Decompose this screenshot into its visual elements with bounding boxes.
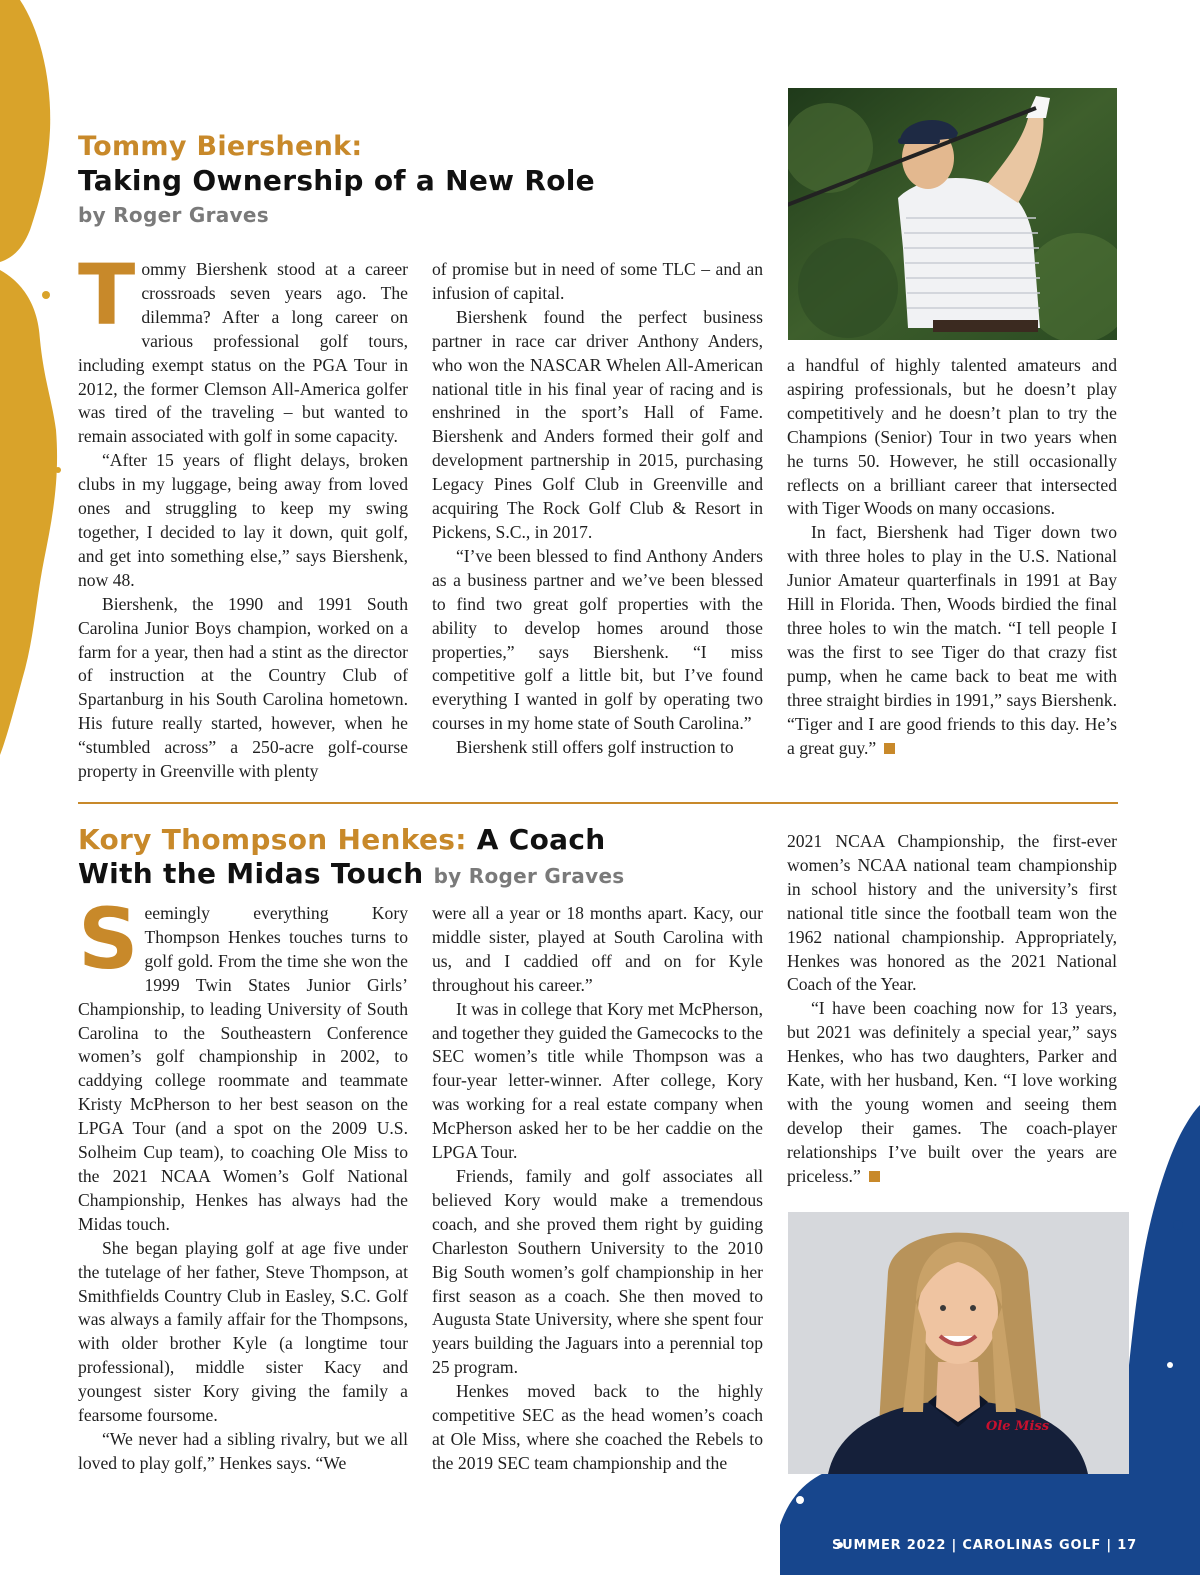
end-mark (869, 1171, 880, 1182)
article1-paragraph-7: Biershenk still offers golf instruction to (456, 737, 734, 758)
article2-paragraph-1-text: eemingly everything Kory Thompson Henkes touches turns to golf gold. From the time she won the 1999 Twin States Junior Girls’ Championship, to leading University of South Carolina to the Southeastern Conference women’s golf championship in 2002, to caddying college roommate and teammate Kristy McPherson to her best season on the LPGA Tour (and a spot on the 2009 U.S. Solheim Cup team), to coaching Ole Miss to the 2021 NCAA Women’s Golf National Championship, Henkes has always had the Midas touch. (78, 903, 408, 1234)
end-mark (884, 743, 895, 754)
article1-byline: by Roger Graves (78, 203, 269, 227)
article2-dropcap: S (78, 890, 139, 988)
article1-paragraph-9-text: In fact, Biershenk had Tiger down two with three holes to play in the U.S. National Junior Amateur quarterfinals in 1991 at Bay Hill in Florida. Then, Woods birdied the final three holes to win the match. “I tell people I was the first to see Tiger do that crazy fist pump, when he came back to beat me with three straight birdies in 1991,” says Biershenk. “Tiger and I are good friends to this day. He’s a great guy.” (787, 522, 1117, 758)
article1-column-3 (787, 354, 1117, 760)
article2-paragraph-9 (787, 997, 1117, 1188)
article2-paragraph-4: were all a year or 18 months apart. Kacy, our middle sister, played at South Carolina with us, and I caddied off and on for Kyle throughout his career.” (432, 903, 763, 995)
article2-paragraph-5: It was in college that Kory met McPherson, and together they guided the Gamecocks to the SEC women’s title while Thompson was a four-year letter-winner. After college, Kory was working for a real estate company when McPherson asked her to be her caddie on the LPGA Tour. (432, 998, 763, 1163)
article2-paragraph-3: “We never had a sibling rivalry, but we all loved to play golf,” Henkes says. “We (78, 1428, 408, 1473)
article1-paragraph-4: of promise but in need of some TLC – and an infusion of capital. (432, 259, 763, 303)
article1-title-lead: Tommy Biershenk: (78, 131, 363, 162)
article1-paragraph-5: Biershenk found the perfect business partner in race car driver Anthony Anders, who won the NASCAR Whelen All-American national title in his final year of racing and is enshrined in the sport’s Hall of Fame. Biershenk and Anders formed their golf and development partnership in 2015, purchasing Legacy Pines Golf Club in Greenville and acquiring The Rock Golf Club & Resort in Pickens, S.C., in 2017. (432, 306, 763, 542)
article1-dropcap: T (78, 246, 136, 344)
article2-title-part1: A Coach (476, 823, 606, 856)
article2-column-3 (787, 830, 1117, 1189)
article2-column-1 (78, 890, 408, 1476)
article2-paragraph-9-text: “I have been coaching now for 13 years, but 2021 was definitely a special year,” says Henkes, who has two daughters, Parker and Kate, with her husband, Ken. “I love working with the young women and seeing them develop their games. The coach-player relationships I’ve built over the years are priceless.” (787, 998, 1117, 1186)
article1-paragraph-8: a handful of highly talented amateurs and aspiring professionals, but he doesn’t play competitively and he doesn’t plan to try the Champions (Senior) Tour in two years when he turns 50. However, he still occasionally reflects on a brilliant career that intersected with Tiger Woods on many occasions. (787, 355, 1117, 519)
article2-column-2 (432, 902, 763, 1476)
article2-title-lead: Kory Thompson Henkes: (78, 823, 467, 856)
article1-paragraph-9 (787, 521, 1117, 760)
article2-paragraph-7: Henkes moved back to the highly competitive SEC as the head women’s coach at Ole Miss, where she coached the Rebels to the 2019 SEC team championship and the (432, 1381, 763, 1473)
article2-paragraph-1 (78, 890, 408, 1237)
coach-photo (788, 1212, 1129, 1474)
article1-column-1 (78, 246, 408, 784)
article2-paragraph-8: 2021 NCAA Championship, the first-ever women’s NCAA national team championship in school history and the university’s first national title since the football team won the 1962 national championship. Appropriately, Henkes was honored as the 2021 National Coach of the Year. (787, 831, 1117, 995)
article1-header (78, 130, 595, 232)
article1-paragraph-2: “After 15 years of flight delays, broken clubs in my luggage, being away from loved ones and struggling to keep my swing together, I decided to lay it down, quit golf, and get into something else,” says Biershenk, now 48. (78, 450, 408, 590)
gold-paint-splash (0, 0, 70, 760)
article1-paragraph-6: “I’ve been blessed to find Anthony Anders as a business partner and we’ve been blessed to find two great golf properties with the ability to develop homes around those properties,” says Biershenk. “I miss competitive golf a little bit, but I’ve found everything I wanted in golf by operating two courses in my home state of South Carolina.” (432, 545, 763, 734)
article2-header (78, 823, 625, 893)
article2-byline: by Roger Graves (433, 864, 625, 888)
article1-column-2 (432, 258, 763, 760)
section-divider (78, 802, 1118, 804)
article1-title: Taking Ownership of a New Role (78, 164, 595, 197)
golfer-photo (788, 88, 1117, 340)
article2-paragraph-2: She began playing golf at age five under the tutelage of her father, Steve Thompson, at Smithfields Country Club in Easley, S.C. Golf was always a family affair for the Thompsons, with older brother Kyle (a longtime tour professional), middle sister Kacy and youngest sister Kory giving the family a fearsome foursome. (78, 1237, 408, 1426)
ole-miss-logo: Ole Miss (986, 1419, 1050, 1434)
article2-title-part2: With the Midas Touch (78, 857, 424, 890)
article1-paragraph-1 (78, 246, 408, 449)
article2-paragraph-6: Friends, family and golf associates all believed Kory would make a tremendous coach, and she proved them right by guiding Charleston Southern University to the 2010 Big South women’s golf championship in her first season as a coach. She then moved to Augusta State University, where she spent four years building the Jaguars into a perennial top 25 program. (432, 1165, 763, 1378)
article1-paragraph-3: Biershenk, the 1990 and 1991 South Carolina Junior Boys champion, worked on a farm for a year, then had a stint as the director of instruction at the Country Club of Spartanburg in his South Carolina hometown. His future really started, however, when he “stumbled across” a 250-acre golf-course property in Greenville with plenty (78, 593, 408, 782)
article1-paragraph-1-text: ommy Biershenk stood at a career crossroads seven years ago. The dilemma? After a long career on various professional golf tours, including exempt status on the PGA Tour in 2012, the former Clemson All-America golfer was tired of the traveling – but wanted to remain associated with golf in some capacity. (78, 259, 408, 447)
page-footer: SUMMER 2022 | CAROLINAS GOLF | 17 (832, 1538, 1137, 1553)
